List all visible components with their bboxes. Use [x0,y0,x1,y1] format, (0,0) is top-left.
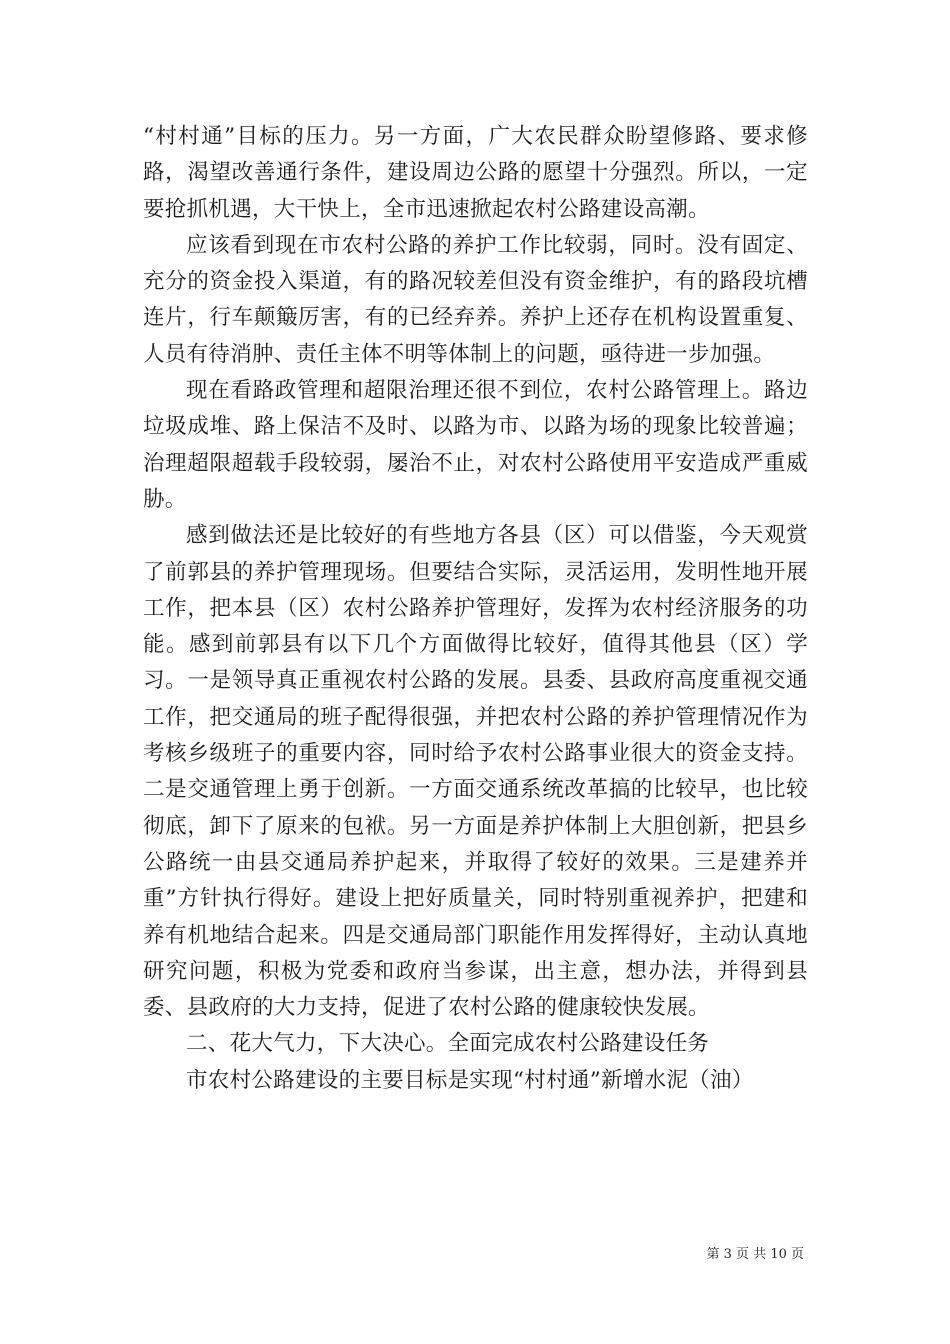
page-number-footer: 第 3 页 共 10 页 [706,1247,804,1262]
section-heading: 二、花大气力，下大决心。全面完成农村公路建设任务 [186,1031,710,1057]
paragraph-5: 市农村公路建设的主要目标是实现“村村通”新增水泥（油） [186,1067,754,1093]
paragraph-3: 现在看路政管理和超限治理还很不到位，农村公路管理上。路边垃圾成堆、路上保洁不及时、以路为市、以路为场的现象比较普遍；治理超限超载手段较弱，屡治不止，对农村公路使用平安造成严重威胁。 [143,378,808,512]
paragraph-2: 应该看到现在市农村公路的养护工作比较弱，同时。没有固定、充分的资金投入渠道，有的路况较差但没有资金维护，有的路段坑槽连片，行车颠簸厉害，有的已经弃养。养护上还存在机构设置重复、人员有待消肿、责任主体不明等体制上的问题，亟待进一步加强。 [143,232,808,367]
paragraph-4: 感到做法还是比较好的有些地方各县（区）可以借鉴，今天观赏了前郭县的养护管理现场。但要结合实际，灵活运用，发明性地开展工作，把本县（区）农村公路养护管理好，发挥为农村经济服务的功能。感到前郭县有以下几个方面做得比较好，值得其他县（区）学习。一是领导真正重视农村公路的发展。县委、县政府高度重视交通工作，把交通局的班子配得很强，并把农村公路的养护管理情况作为考核乡级班子的重要内容，同时给予农村公路事业很大的资金支持。二是交通管理上勇于创新。一方面交通系统改革搞的比较早，也比较彻底，卸下了原来的包袱。另一方面是养护体制上大胆创新，把县乡公路统一由县交通局养护起来，并取得了较好的效果。三是建养并重”方针执行得好。建设上把好质量关，同时特别重视养护，把建和养有机地结合起来。四是交通局部门职能作用发挥得好，主动认真地研究问题，积极为党委和政府当参谋，出主意，想办法，并得到县委、县政府的大力支持，促进了农村公路的健康较快发展。 [143,523,808,1021]
document-body [143,119,808,1099]
paragraph-1: “村村通”目标的压力。另一方面，广大农民群众盼望修路、要求修路，渴望改善通行条件，建设周边公路的愿望十分强烈。所以，一定要抢抓机遇，大干快上，全市迅速掀起农村公路建设高潮。 [143,124,808,222]
